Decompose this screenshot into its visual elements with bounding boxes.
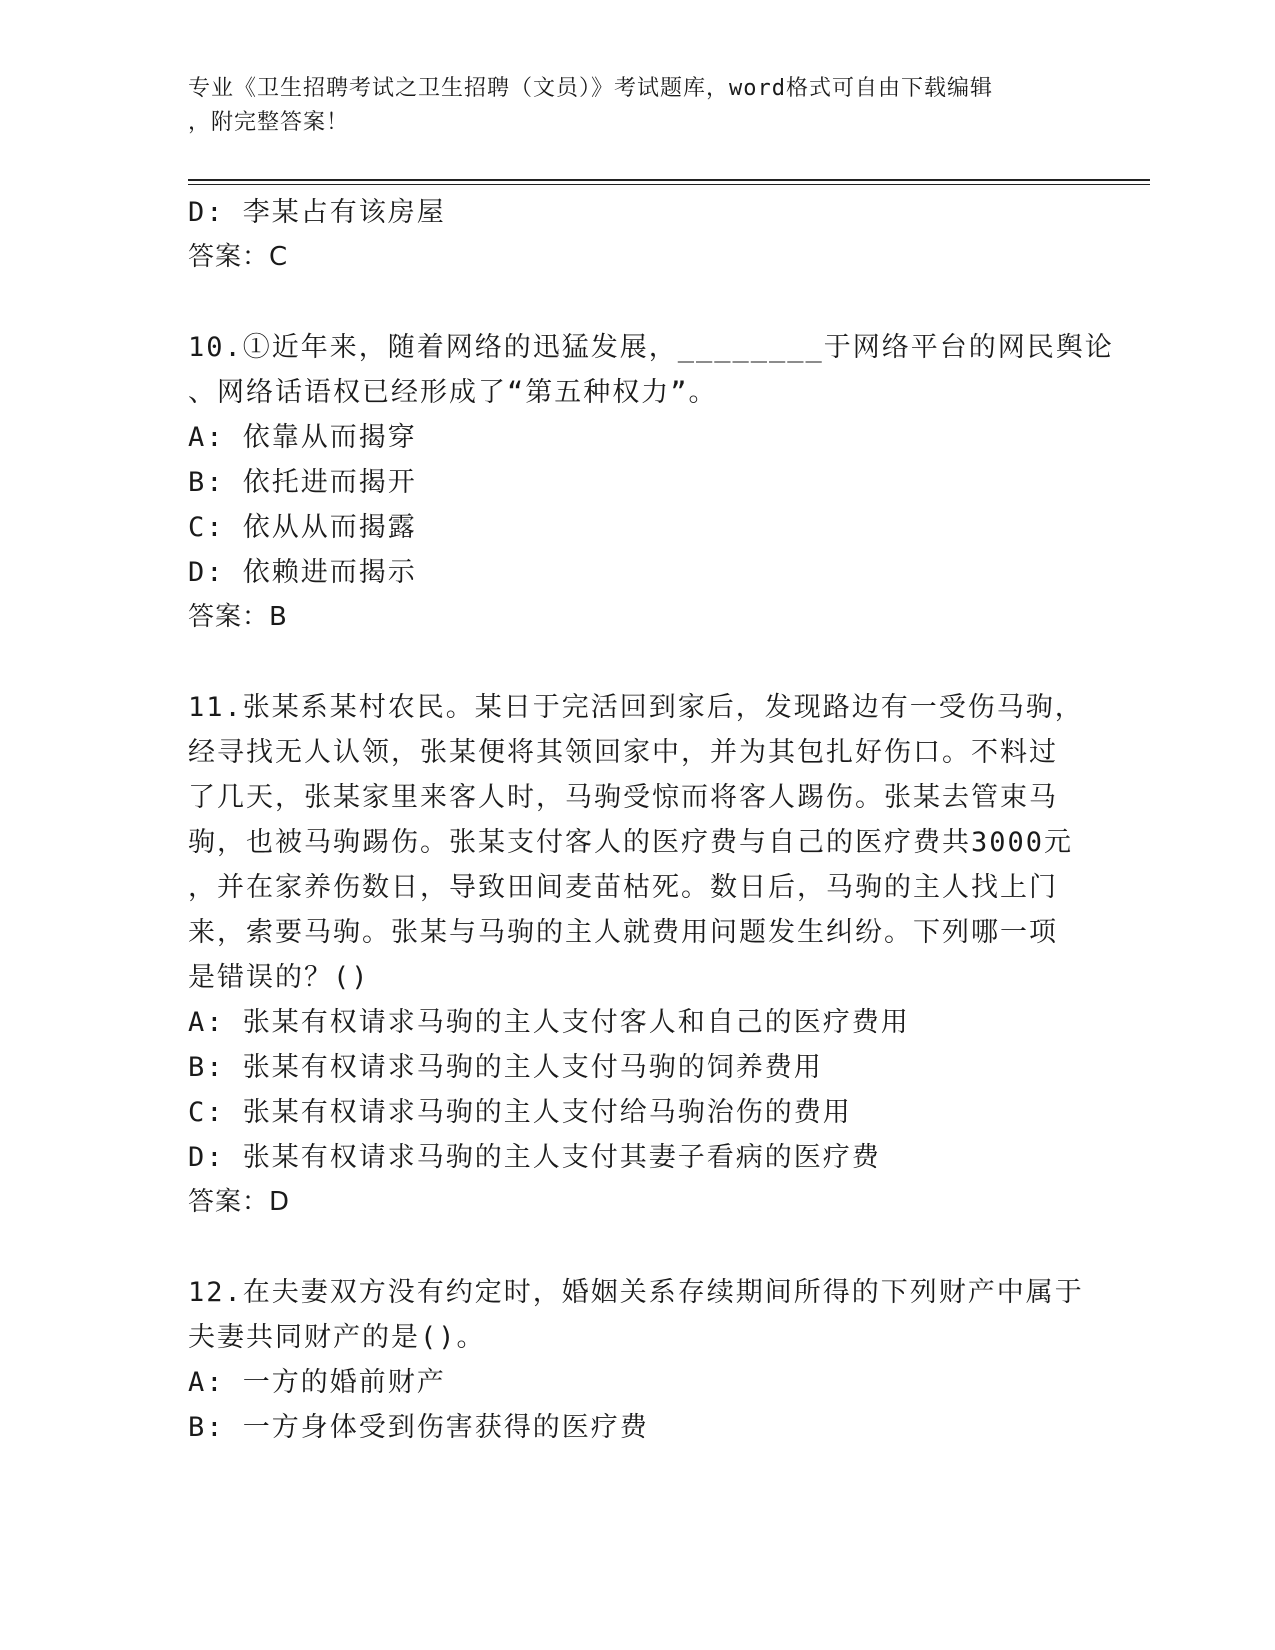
question-10-text-line-2: 、网络话语权已经形成了“第五种权力”。 [188, 377, 718, 408]
question-11-text-line-3: 了几天，张某家里来客人时，马驹受惊而将客人踢伤。张某去管束马 [188, 782, 1058, 813]
spacer [188, 280, 1078, 325]
question-10 [188, 325, 1114, 640]
question-10-option-d: D: 依赖进而揭示 [188, 557, 417, 588]
question-11 [188, 685, 1084, 1225]
header-line-1: 专业《卫生招聘考试之卫生招聘（文员）》考试题库，word格式可自由下载编辑 [188, 76, 993, 101]
spacer [188, 640, 1078, 685]
spacer [188, 1225, 1078, 1270]
question-11-text-line-4: 驹，也被马驹踢伤。张某支付客人的医疗费与自己的医疗费共3000元 [188, 827, 1074, 858]
question-12-text-line-2: 夫妻共同财产的是()。 [188, 1322, 486, 1353]
question-10-option-c: C: 依从从而揭露 [188, 512, 417, 543]
question-11-text-line-1: 11.张某系某村农民。某日于完活回到家后，发现路边有一受伤马驹， [188, 692, 1084, 723]
question-12-text-line-1: 12.在夫妻双方没有约定时，婚姻关系存续期间所得的下列财产中属于 [188, 1277, 1084, 1308]
question-10-option-a: A: 依靠从而揭穿 [188, 422, 417, 453]
question-11-text-line-6: 来，索要马驹。张某与马驹的主人就费用问题发生纠纷。下列哪一项 [188, 917, 1058, 948]
question-11-option-a: A: 张某有权请求马驹的主人支付客人和自己的医疗费用 [188, 1007, 910, 1038]
question-content [188, 190, 1114, 1450]
header-line-2: ，附完整答案！ [188, 110, 350, 135]
question-12-option-a: A: 一方的婚前财产 [188, 1367, 446, 1398]
question-10-answer: 答案：B [188, 602, 288, 632]
question-10-option-b: B: 依托进而揭开 [188, 467, 417, 498]
question-11-text-line-7: 是错误的？() [188, 962, 370, 993]
header-rule-thick [188, 179, 1150, 181]
question-12 [188, 1270, 1084, 1450]
prev-option-d: D: 李某占有该房屋 [188, 197, 446, 228]
header-rule-thin [188, 184, 1150, 185]
document-header [188, 72, 1068, 140]
question-12-option-b: B: 一方身体受到伤害获得的医疗费 [188, 1412, 649, 1443]
prev-answer: 答案：C [188, 242, 289, 272]
question-11-answer: 答案：D [188, 1187, 291, 1217]
question-11-option-c: C: 张某有权请求马驹的主人支付给马驹治伤的费用 [188, 1097, 852, 1128]
question-10-text-line-1: 10.①近年来，随着网络的迅猛发展，________于网络平台的网民舆论 [188, 332, 1114, 363]
question-11-text-line-5: ，并在家养伤数日，导致田间麦苗枯死。数日后，马驹的主人找上门 [188, 872, 1058, 903]
question-11-option-d: D: 张某有权请求马驹的主人支付其妻子看病的医疗费 [188, 1142, 881, 1173]
question-11-option-b: B: 张某有权请求马驹的主人支付马驹的饲养费用 [188, 1052, 823, 1083]
question-11-text-line-2: 经寻找无人认领，张某便将其领回家中，并为其包扎好伤口。不料过 [188, 737, 1058, 768]
